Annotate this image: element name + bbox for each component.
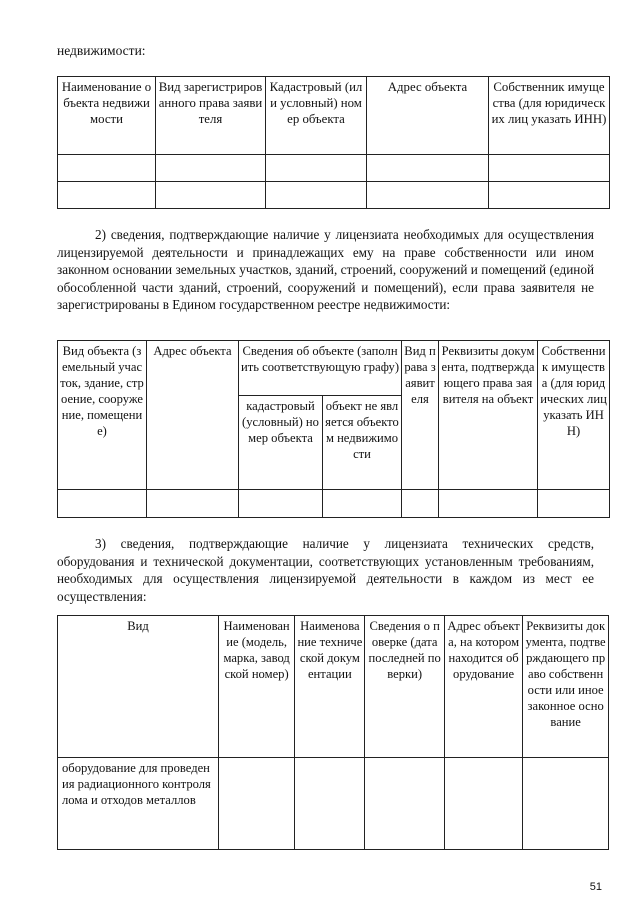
table-cell[interactable] — [58, 490, 147, 518]
table-header-row — [58, 616, 609, 758]
table-cell[interactable] — [58, 155, 156, 182]
col-header-document-details: Реквизиты документа, подтверждающего право собственности или иное законное основание — [523, 616, 609, 758]
table-cell[interactable] — [538, 490, 610, 518]
page-number: 51 — [589, 881, 602, 893]
col-header-object-info: Сведения об объекте (заполнить соответствующую графу) — [239, 341, 402, 396]
table-cell[interactable] — [367, 155, 489, 182]
table-cell[interactable] — [156, 155, 266, 182]
table-header-row — [58, 77, 610, 155]
col-header-address: Адрес объекта — [147, 341, 239, 490]
col-header-owner: Собственник имущества (для юридических лиц указать ИНН) — [538, 341, 610, 490]
table-cell[interactable] — [365, 758, 444, 850]
col-header-calibration: Сведения о поверке (дата последней поверки) — [365, 616, 444, 758]
table-cell[interactable] — [58, 182, 156, 209]
table-row — [58, 758, 609, 850]
col-header-address: Адрес объекта, на котором находится оборудование — [444, 616, 522, 758]
col-header-document-details: Реквизиты документа, подтверждающего права заявителя на объект — [439, 341, 538, 490]
table-cell[interactable] — [523, 758, 609, 850]
table-cell[interactable] — [323, 490, 402, 518]
col-header-address: Адрес объекта — [367, 77, 489, 155]
table-unregistered-property — [57, 340, 610, 518]
table-cell[interactable] — [367, 182, 489, 209]
col-header-owner: Собственник имущества (для юридических лиц указать ИНН) — [489, 77, 610, 155]
table-cell[interactable] — [489, 182, 610, 209]
table-cell[interactable] — [147, 490, 239, 518]
table-row — [58, 182, 610, 209]
table-cell[interactable] — [239, 490, 323, 518]
col-header-tech-docs: Наименование технической документации — [295, 616, 365, 758]
table-equipment — [57, 615, 609, 850]
col-header-cadastral-number: Кадастровый (или условный) номер объекта — [266, 77, 367, 155]
table-row — [58, 155, 610, 182]
table-cell[interactable] — [444, 758, 522, 850]
table-row — [58, 490, 610, 518]
col-header-object-type: Вид объекта (земельный участок, здание, строение, сооружение, помещение) — [58, 341, 147, 490]
col-header-right-type: Вид зарегистрированного права заявителя — [156, 77, 266, 155]
table-cell[interactable] — [266, 182, 367, 209]
table-cell[interactable] — [295, 758, 365, 850]
table-cell[interactable] — [266, 155, 367, 182]
table-cell[interactable] — [489, 155, 610, 182]
col-header-cadastral-number: кадастровый (условный) номер объекта — [239, 396, 323, 490]
table-cell[interactable] — [156, 182, 266, 209]
table-header-row — [58, 341, 610, 396]
table-cell[interactable] — [402, 490, 439, 518]
intro-text: недвижимости: — [57, 43, 146, 58]
col-header-object-name: Наименование объекта недвижимости — [58, 77, 156, 155]
col-header-model: Наименование (модель, марка, заводской номер) — [218, 616, 294, 758]
paragraph-2: 2) сведения, подтверждающие наличие у лицензиата необходимых для осуществления лицензируемой деятельности и принадлежащих ему на праве собственности или ином законном основании земельных участков, зданий, строений, сооружений и помещений (единой обособленной части зданий, строений, сооружений и помещений), если права заявителя не зарегистрированы в Едином государственном реестре недвижимости: — [57, 227, 594, 313]
col-header-not-realty: объект не является объектом недвижимости — [323, 396, 402, 490]
table-cell[interactable] — [218, 758, 294, 850]
col-header-right-type: Вид права заявителя — [402, 341, 439, 490]
table-cell[interactable] — [439, 490, 538, 518]
col-header-type: Вид — [58, 616, 219, 758]
paragraph-3: 3) сведения, подтверждающие наличие у лицензиата технических средств, оборудования и технической документации, соответствующих установленным требованиям, необходимых для осуществления лицензируемой деятельности в каждом из мест ее осуществления: — [57, 536, 594, 604]
row-type-cell: оборудование для проведения радиационного контроля лома и отходов металлов — [58, 758, 219, 850]
table-registered-property — [57, 76, 610, 209]
